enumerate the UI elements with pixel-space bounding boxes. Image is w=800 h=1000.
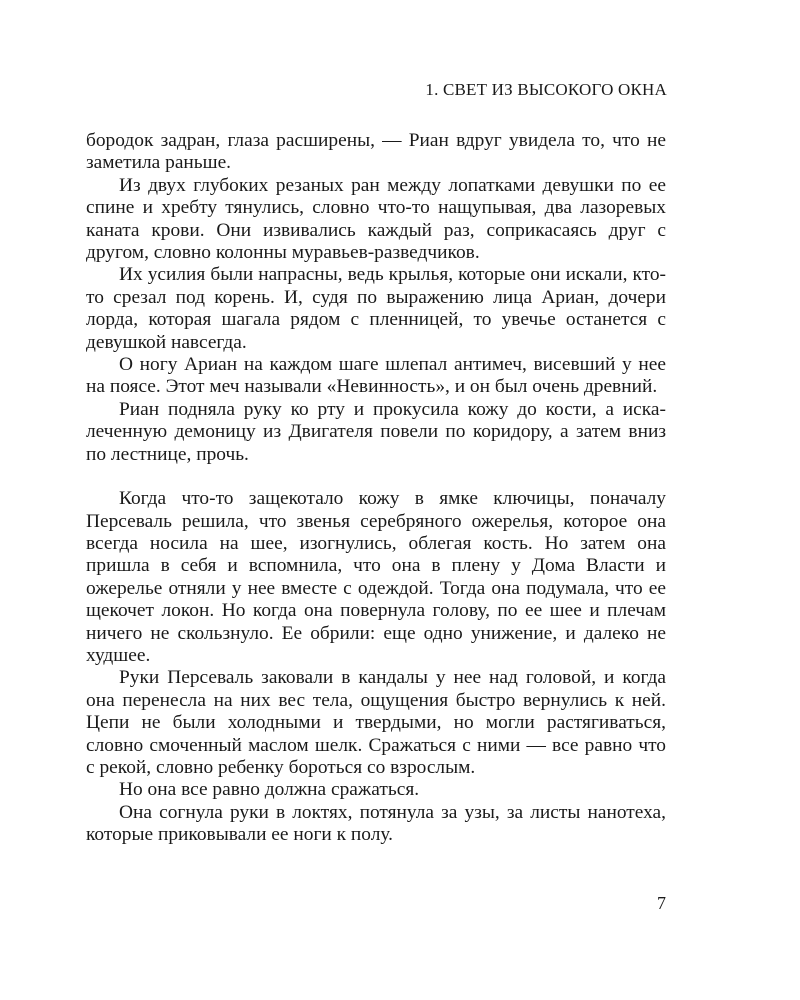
running-head: 1. СВЕТ ИЗ ВЫСОКОГО ОКНА — [425, 80, 667, 99]
text-section-2 — [86, 488, 666, 847]
paragraph: бородок задран, глаза расширены, — Риан вдруг увидела то, что не заметила раньше. — [86, 130, 666, 174]
paragraph: Руки Персеваль заковали в кандалы у нее над головой, и когда она перенесла на них вес тела, ощущения быстро вернулись к ней. Цепи не были холодными и твердыми, но могли растягиваться, словно смоченный маслом шелк. Сражаться с ними — все равно что с рекой, словно ребенку бороться со взрослым. — [86, 667, 666, 778]
section-break — [86, 466, 666, 488]
paragraph: Когда что-то защекотало кожу в ямке ключицы, поначалу Персеваль решила, что звенья серебряного ожерелья, которое она всегда носила на шее, изогнулись, облегая кость. Но затем она пришла в себя и вспомнила, что она в плену у Дома Власти и ожерелье отняли у нее вместе с одеждой. Тогда она подумала, что ее щекочет локон. Но когда она повернула голову, по ее шее и плечам ничего не скользнуло. Ее обрили: еще одно унижение, и далеко не худшее. — [86, 488, 666, 666]
paragraph: Риан подняла руку ко рту и прокусила кожу до кости, а искалеченную демоницу из Двигателя повели по коридору, а затем вниз по лестнице, прочь. — [86, 398, 666, 465]
paragraph: Из двух глубоких резаных ран между лопатками девушки по ее спине и хребту тянулись, словно что-то нащупывая, два лазоревых каната крови. Они извивались каждый раз, соприкасаясь друг с другом, словно колонны муравьев-разведчиков. — [86, 174, 666, 264]
paragraph: О ногу Ариан на каждом шаге шлепал антимеч, висевший у нее на поясе. Этот меч называли «Невинность», и он был очень древний. — [86, 354, 666, 398]
text-section-1 — [86, 130, 666, 466]
paragraph: Но она все равно должна сражаться. — [119, 779, 420, 801]
page-number: 7 — [657, 893, 666, 913]
paragraph: Она согнула руки в локтях, потянула за узы, за листы нанотеха, которые приковывали ее ноги к полу. — [86, 801, 666, 846]
body-text — [86, 130, 666, 847]
paragraph: Их усилия были напрасны, ведь крылья, которые они искали, кто-то срезал под корень. И, судя по выражению лица Ариан, дочери лорда, которая шагала рядом с пленницей, то увечье останется с девушкой навсегда. — [86, 264, 666, 353]
